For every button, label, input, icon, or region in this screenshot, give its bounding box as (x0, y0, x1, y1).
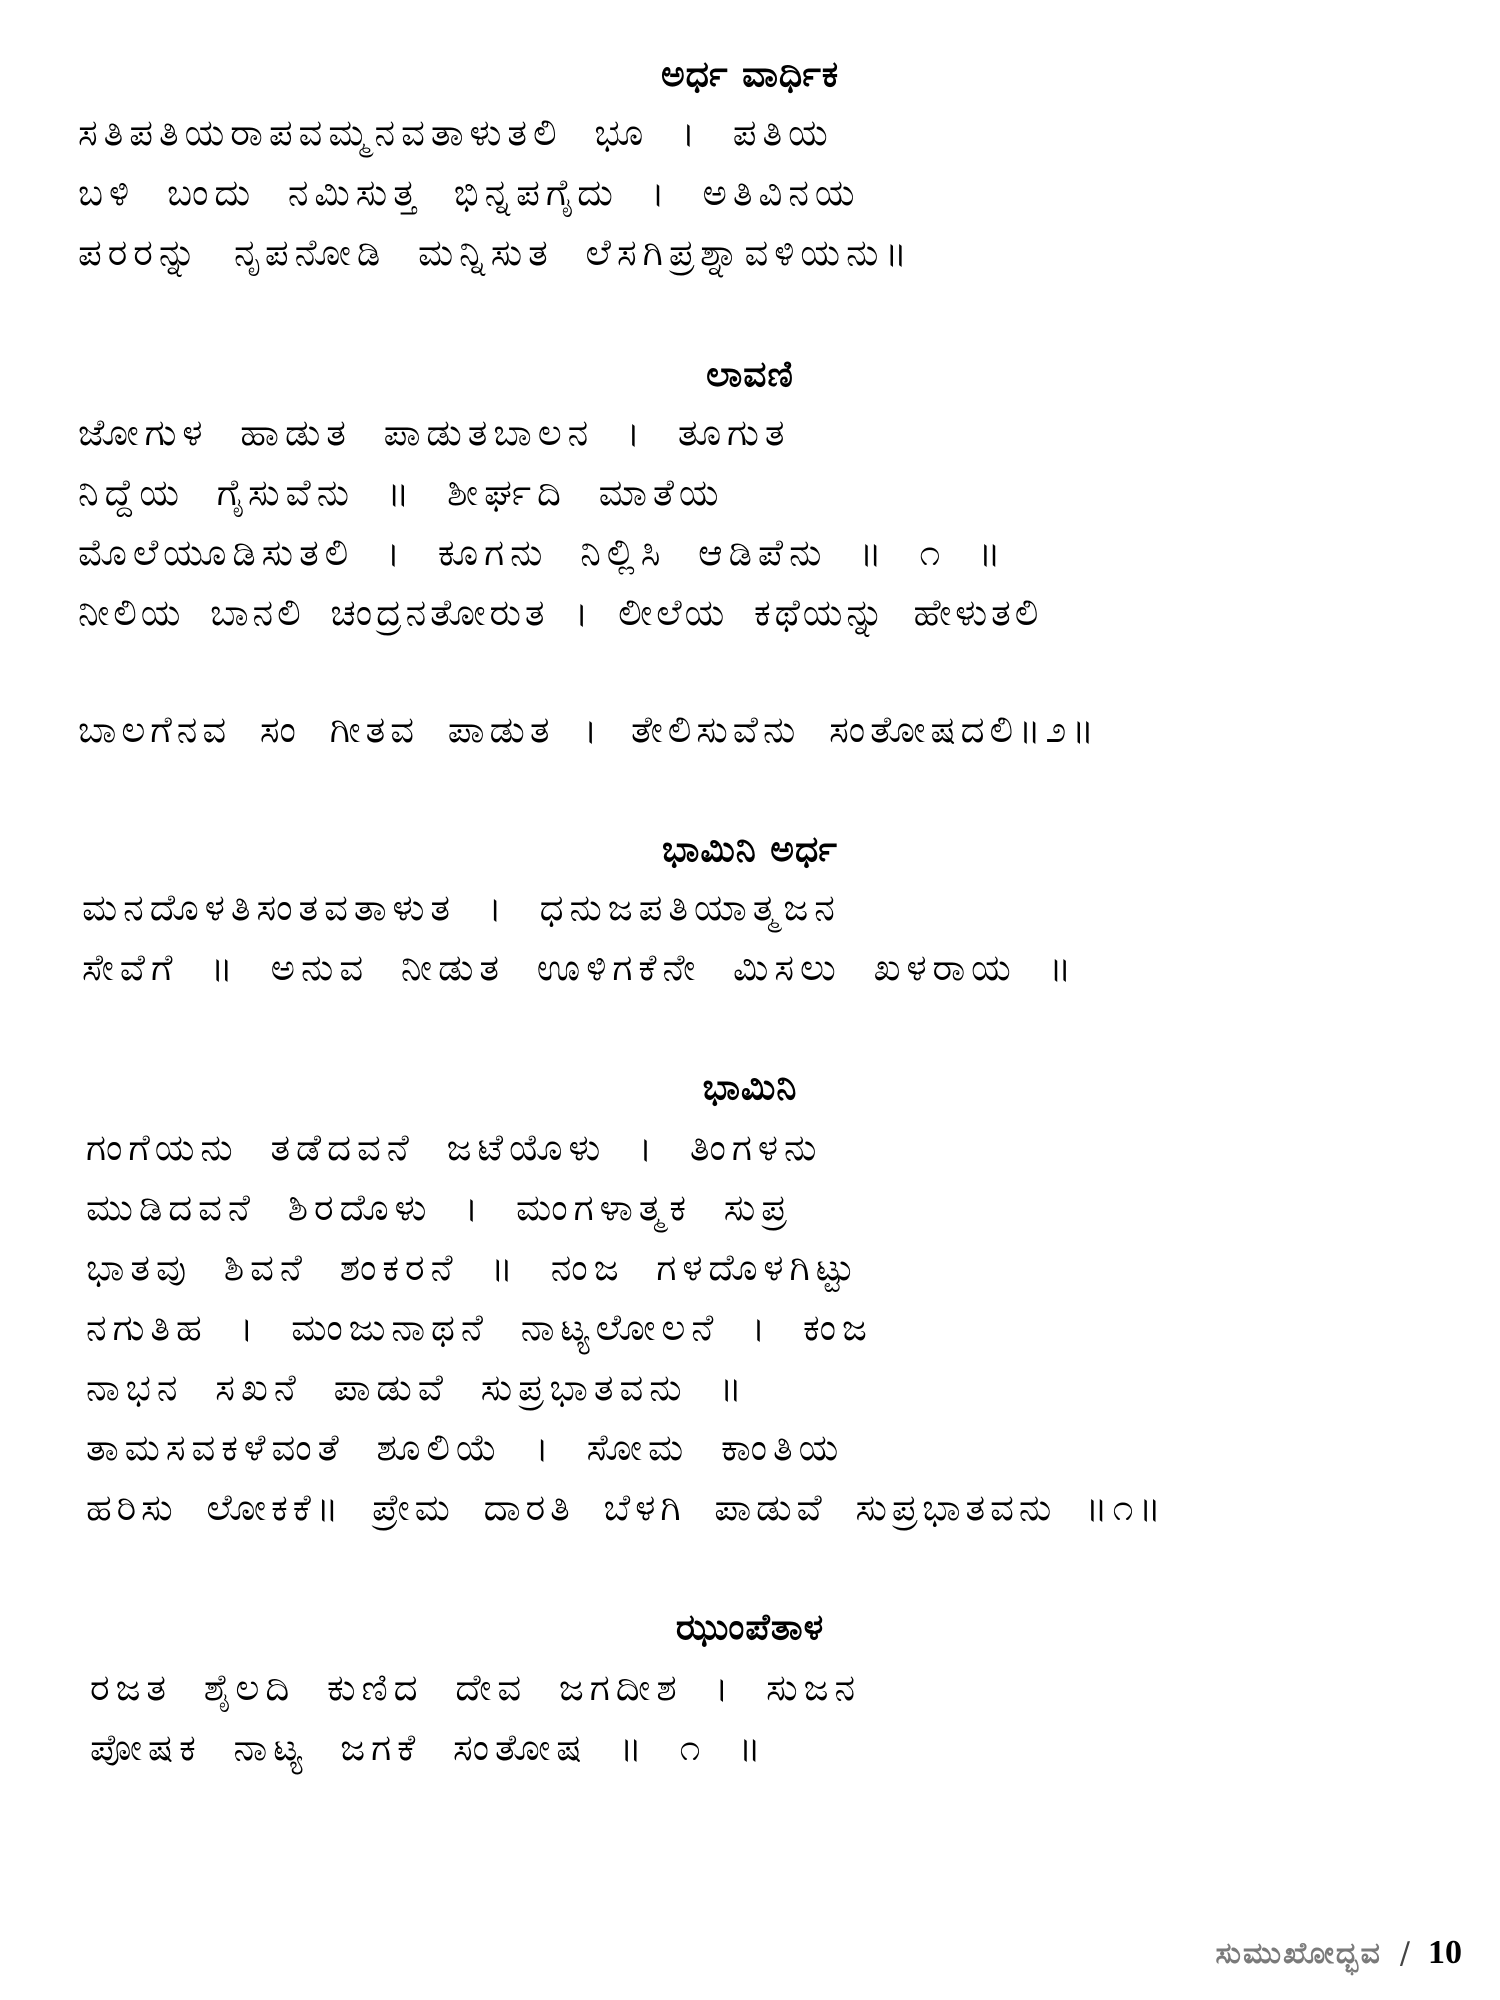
verse-line: ಮುಡಿದವನೆ ಶಿರದೊಳು । ಮಂಗಳಾತ್ಮಕ ಸುಪ್ರ (86, 1186, 793, 1229)
verse-line: ಸೇವೆಗೆ ॥ ಅನುವ ನೀಡುತ ಊಳಿಗಕೆನೇ ಮಿಸಲು ಖಳರಾಯ ॥ (82, 946, 1078, 989)
section-heading: ಝುಂಪೆತಾಳ (675, 1607, 825, 1648)
verse-line: ಪೋಷಕ ನಾಟ್ಯ ಜಗಕೆ ಸಂತೋಷ ॥ ೧ ॥ (90, 1726, 767, 1769)
section-bhamini (0, 1063, 1500, 1113)
section-heading: ಭಾಮಿನಿ ಅರ್ಧ (662, 829, 838, 870)
page-number: 10 (1428, 1934, 1462, 1971)
book-title: ಸುಮುಖೋದ್ಭವ (1215, 1936, 1382, 1971)
verse-line: ತಾಮಸವಕಳೆವಂತೆ ಶೂಲಿಯೆ । ಸೋಮ ಕಾಂತಿಯ (86, 1426, 845, 1469)
verse-line: ರಜತ ಶೈಲದಿ ಕುಣಿದ ದೇವ ಜಗದೀಶ । ಸುಜನ (90, 1666, 862, 1709)
verse-line: ಮೊಲೆಯೂಡಿಸುತಲಿ । ಕೂಗನು ನಿಲ್ಲಿಸಿ ಆಡಿಪೆನು ॥ ೧ ॥ (78, 531, 1007, 574)
verse-line: ಜೋಗುಳ ಹಾಡುತ ಪಾಡುತಬಾಲನ । ತೂಗುತ (78, 411, 791, 454)
section-lavani (0, 350, 1500, 400)
section-heading: ಭಾಮಿನಿ (702, 1067, 798, 1108)
verse-line: ನಿದ್ದೆಯ ಗೈಸುವೆನು ॥ ಶೀರ್ಘದಿ ಮಾತೆಯ (78, 471, 725, 514)
verse-line: ಬಳಿ ಬಂದು ನಮಿಸುತ್ತ ಭಿನ್ನಪಗೈದು । ಅತಿವಿನಯ (78, 171, 861, 214)
section-heading: ಅರ್ಧ ವಾರ್ಧಿಕ (660, 54, 840, 95)
section-ardha-vardhika (0, 50, 1500, 100)
verse-line: ಗಂಗೆಯನು ತಡೆದವನೆ ಜಟೆಯೊಳು । ತಿಂಗಳನು (86, 1126, 823, 1169)
verse-line: ನಾಭನ ಸಖನೆ ಪಾಡುವೆ ಸುಪ್ರಭಾತವನು ॥ (86, 1366, 748, 1409)
verse-line: ಮನದೊಳತಿಸಂತವತಾಳುತ । ಧನುಜಪತಿಯಾತ್ಮಜನ (82, 886, 841, 929)
section-bhamini-ardha (0, 825, 1500, 875)
verse-line: ಬಾಲಗೆನವ ಸಂ ಗೀತವ ಪಾಡುತ । ತೇಲಿಸುವೆನು ಸಂತೋಷದಲಿ॥೨॥ (78, 708, 1099, 751)
verse-line: ಭಾತವು ಶಿವನೆ ಶಂಕರನೆ ॥ ನಂಜ ಗಳದೊಳಗಿಟ್ಟು (86, 1246, 861, 1289)
verse-line: ಹರಿಸು ಲೋಕಕೆ॥ ಪ್ರೇಮ ದಾರತಿ ಬೆಳಗಿ ಪಾಡುವೆ ಸುಪ್ರಭಾತವನು ॥೧॥ (86, 1486, 1166, 1529)
footer-separator: / (1399, 1936, 1410, 1971)
verse-line: ನೀಲಿಯ ಬಾನಲಿ ಚಂದ್ರನತೋರುತ । ಲೀಲೆಯ ಕಥೆಯನ್ನು ಹೇಳುತಲಿ (78, 591, 1043, 634)
page-footer (1215, 1928, 1462, 1979)
verse-line: ಪರರನ್ನು ನೃಪನೋಡಿ ಮನ್ನಿಸುತ ಲೆಸಗಿಪ್ರಶ್ನಾವಳಿಯನು॥ (78, 231, 913, 274)
section-heading: ಲಾವಣಿ (706, 354, 794, 395)
verse-line: ಸತಿಪತಿಯರಾಪವಮ್ಮನವತಾಳುತಲಿ ಭೂ । ಪತಿಯ (78, 111, 834, 154)
verse-line: ನಗುತಿಹ । ಮಂಜುನಾಥನೆ ನಾಟ್ಯಲೋಲನೆ । ಕಂಜ (86, 1306, 873, 1349)
section-jhumpe-tala (0, 1603, 1500, 1653)
